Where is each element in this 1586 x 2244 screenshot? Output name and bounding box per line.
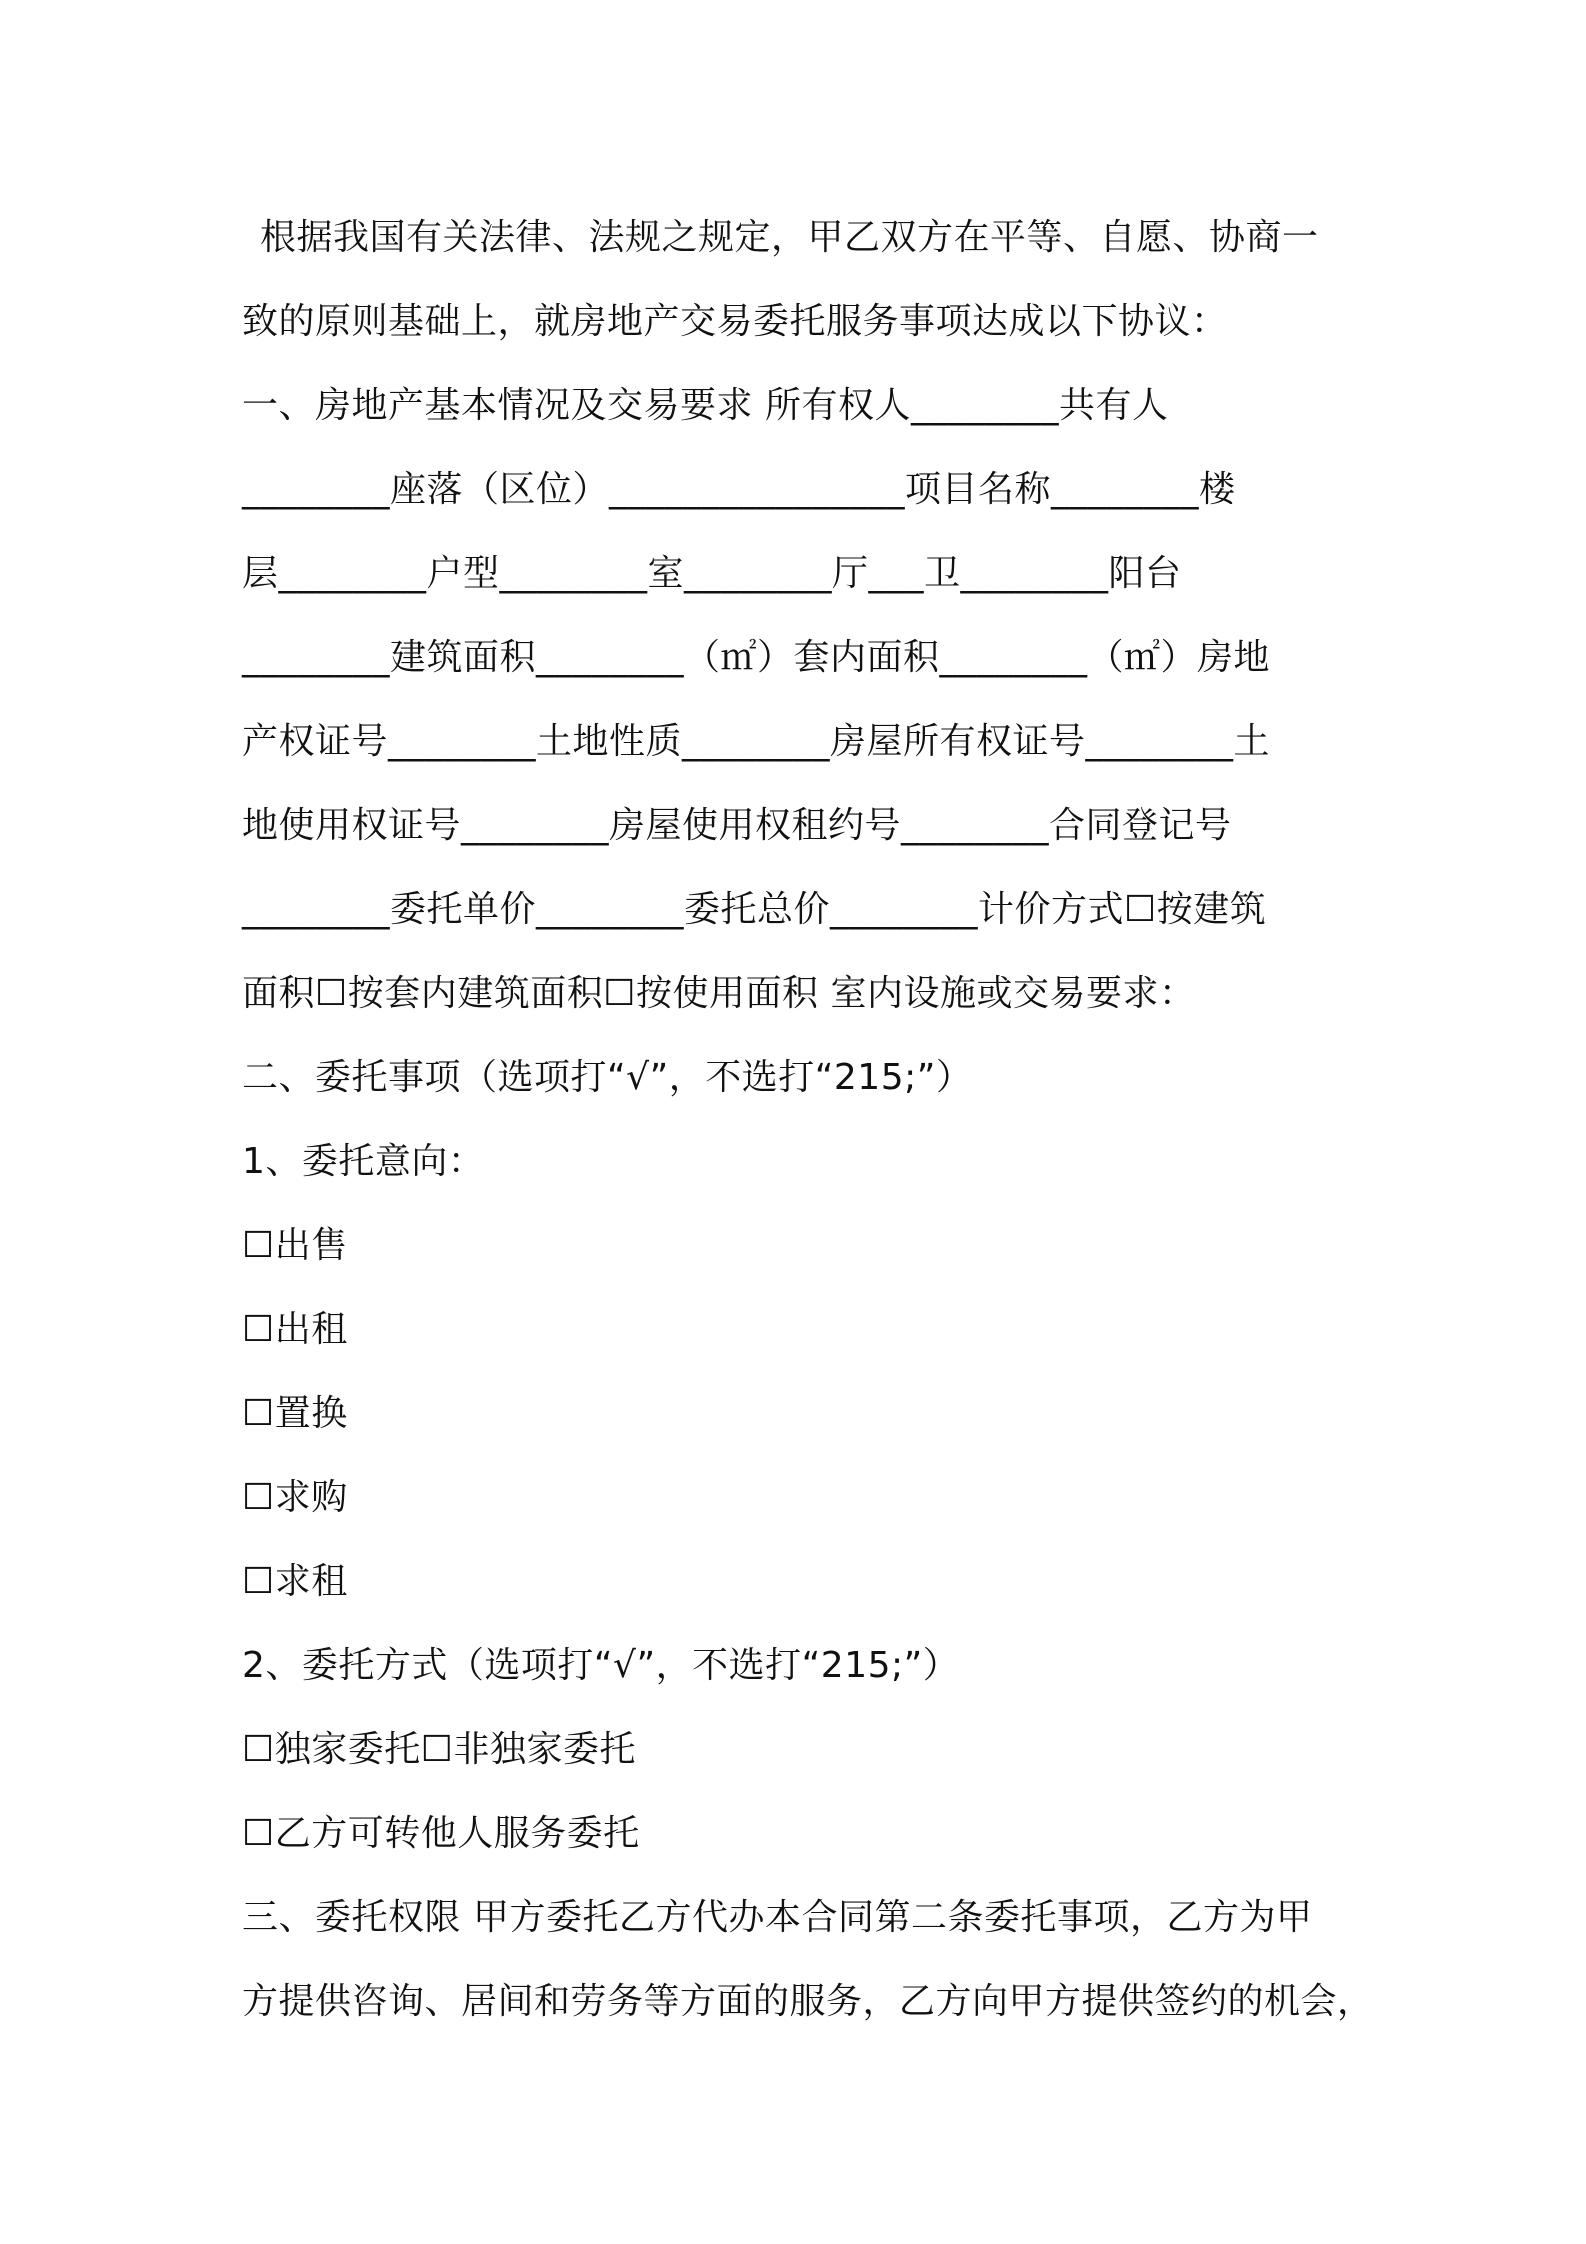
- section-heading-authority: 三、委托权限 甲方委托乙方代办本合同第二条委托事项，乙方为甲: [242, 1897, 1313, 1938]
- form-line: 层________户型________室________厅___卫________阳台: [242, 553, 1182, 594]
- contract-body: [242, 196, 1374, 2044]
- checkbox-option-buy: ☐求购: [242, 1477, 348, 1518]
- subsection-heading-method: 2、委托方式（选项打“√”，不选打“215;”）: [242, 1645, 960, 1686]
- checkbox-option-rent-out: ☐出租: [242, 1309, 348, 1350]
- paragraph-line: 方提供咨询、居间和劳务等方面的服务，乙方向甲方提供签约的机会，: [242, 1981, 1374, 2022]
- form-line: 地使用权证号________房屋使用权租约号________合同登记号: [242, 805, 1232, 846]
- form-line: 产权证号________土地性质________房屋所有权证号________土: [242, 721, 1271, 762]
- form-line: ________委托单价________委托总价________计价方式☐按建筑: [242, 889, 1267, 930]
- section-heading-entrusted-matters: 二、委托事项（选项打“√”，不选打“215;”）: [242, 1057, 973, 1098]
- form-line: ________建筑面积________（㎡）套内面积________（㎡）房地: [242, 637, 1271, 678]
- paragraph-line: 根据我国有关法律、法规之规定，甲乙双方在平等、自愿、协商一: [260, 217, 1319, 258]
- form-line: ________座落（区位）________________项目名称________楼: [242, 469, 1236, 510]
- form-line: 面积☐按套内建筑面积☐按使用面积 室内设施或交易要求：: [242, 973, 1196, 1014]
- checkbox-option-exclusive: ☐独家委托☐非独家委托: [242, 1729, 637, 1770]
- checkbox-option-transfer: ☐乙方可转他人服务委托: [242, 1813, 640, 1854]
- checkbox-option-sell: ☐出售: [242, 1225, 348, 1266]
- paragraph-line: 致的原则基础上，就房地产交易委托服务事项达成以下协议：: [242, 301, 1228, 342]
- section-heading-property-info: 一、房地产基本情况及交易要求 所有权人________共有人: [242, 385, 1169, 426]
- checkbox-option-exchange: ☐置换: [242, 1393, 348, 1434]
- subsection-heading-intent: 1、委托意向：: [242, 1141, 485, 1182]
- checkbox-option-rent-in: ☐求租: [242, 1561, 348, 1602]
